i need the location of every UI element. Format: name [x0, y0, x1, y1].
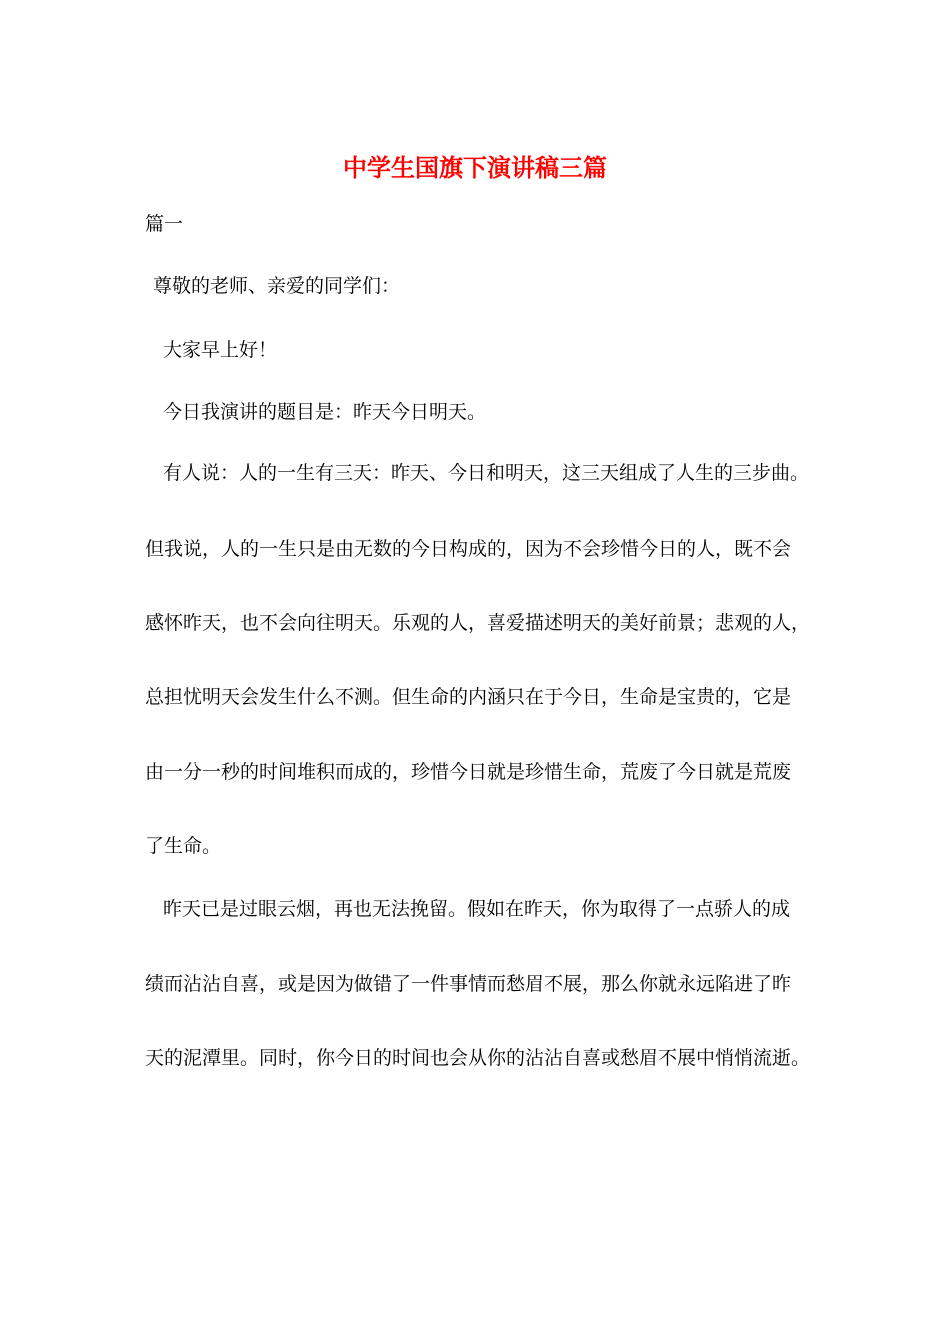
salutation: 尊敬的老师、亲爱的同学们：	[153, 275, 401, 297]
paragraph2-line: 昨天已是过眼云烟，再也无法挽留。假如在昨天，你为取得了一点骄人的成	[163, 898, 791, 920]
paragraph1-line: 由一分一秒的时间堆积而成的，珍惜今日就是珍惜生命，荒废了今日就是荒废	[145, 761, 792, 783]
section-label: 篇一	[145, 213, 184, 235]
page-title: 中学生国旗下演讲稿三篇	[343, 153, 607, 182]
greeting: 大家早上好！	[163, 339, 278, 361]
paragraph1-line: 有人说：人的一生有三天：昨天、今日和明天，这三天组成了人生的三步曲。	[163, 462, 810, 484]
paragraph1-line: 总担忧明天会发生什么不测。但生命的内涵只在于今日，生命是宝贵的，它是	[145, 686, 792, 708]
paragraph1-line: 了生命。	[145, 835, 222, 857]
paragraph2-line: 天的泥潭里。同时，你今日的时间也会从你的沾沾自喜或愁眉不展中悄悄流逝。	[145, 1047, 811, 1069]
paragraph1-line: 感怀昨天，也不会向往明天。乐观的人，喜爱描述明天的美好前景；悲观的人，	[145, 612, 811, 634]
paragraph2-line: 绩而沾沾自喜，或是因为做错了一件事情而愁眉不展，那么你就永远陷进了昨	[145, 973, 792, 995]
paragraph1-line: 但我说，人的一生只是由无数的今日构成的，因为不会珍惜今日的人，既不会	[145, 538, 792, 560]
speech-topic: 今日我演讲的题目是：昨天今日明天。	[163, 401, 487, 423]
